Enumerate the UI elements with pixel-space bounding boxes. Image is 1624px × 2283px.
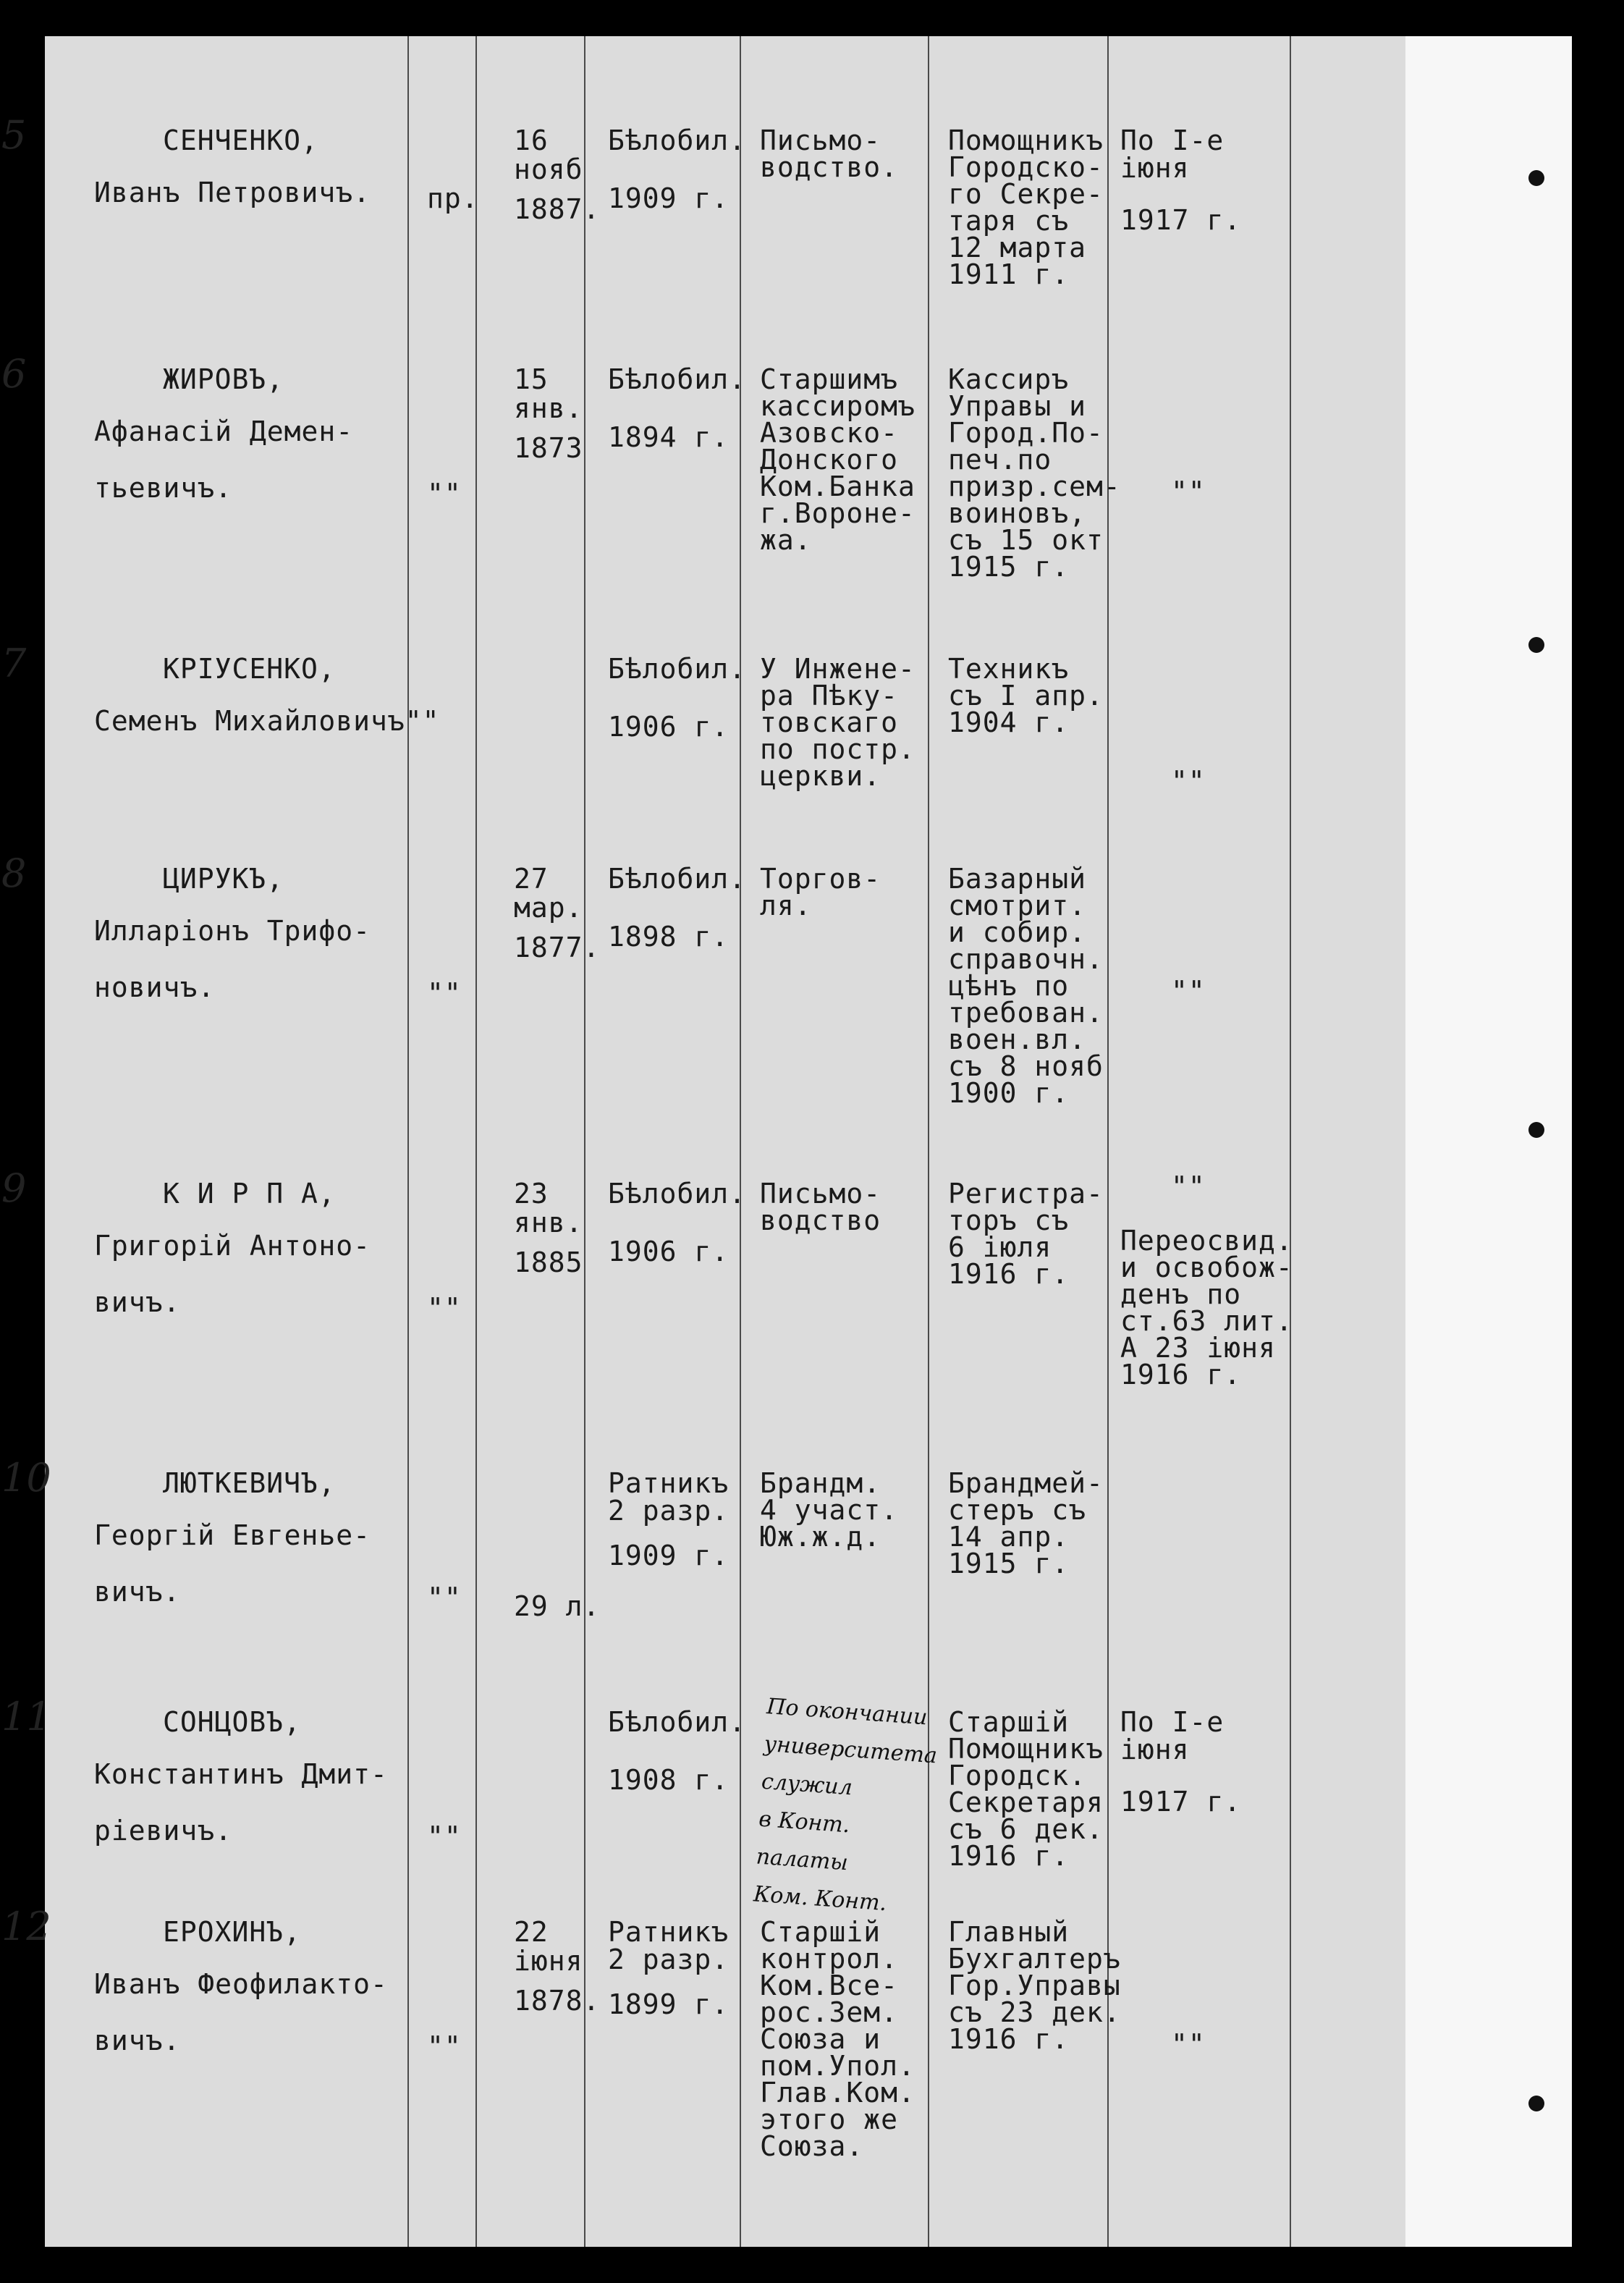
current-post: Бухгалтеръ xyxy=(948,1943,1121,1975)
column-rule xyxy=(407,36,409,2247)
note: ст.63 лит. xyxy=(1120,1305,1293,1337)
current-post: съ 6 дек. xyxy=(948,1813,1104,1845)
given-name: Иванъ Феофилакто- xyxy=(94,1968,388,2000)
note: 1916 г. xyxy=(1120,1359,1242,1391)
previous-service: Союза и xyxy=(760,2023,881,2055)
given-name: вичъ. xyxy=(94,1286,181,1318)
current-post: Базарный xyxy=(948,863,1087,895)
education: Бѣлобил. xyxy=(608,1178,747,1210)
column-rule xyxy=(928,36,929,2247)
birth-date: 27 xyxy=(514,863,549,895)
previous-service: Ком.Все- xyxy=(760,1970,899,2001)
column-rule xyxy=(475,36,477,2247)
previous-service: кассиромъ xyxy=(760,390,915,422)
current-post: Техникъ xyxy=(948,653,1070,685)
note: 1917 г. xyxy=(1120,1786,1242,1818)
punch-hole xyxy=(1528,1122,1544,1138)
column-rule xyxy=(1290,36,1291,2247)
current-post: Городско- xyxy=(948,151,1104,183)
note: "" xyxy=(1171,2028,1206,2060)
punch-hole xyxy=(1528,637,1544,653)
education: 2 разр. xyxy=(608,1944,729,1975)
surname: КРIУСЕНКО, xyxy=(163,653,336,685)
current-post: смотрит. xyxy=(948,890,1087,921)
previous-service: г.Вороне- xyxy=(760,497,915,529)
note: iюня xyxy=(1120,1734,1190,1765)
paper-margin xyxy=(1405,36,1572,2247)
education: 1908 г. xyxy=(608,1764,729,1796)
handwritten-note: По окончании университета служил в Конт. палаты Ком. Конт. xyxy=(753,1694,938,1917)
education: Бѣлобил. xyxy=(608,125,747,156)
current-post: съ I апр. xyxy=(948,680,1104,712)
note: "" xyxy=(1171,765,1206,797)
note: "" xyxy=(1171,975,1206,1007)
punch-hole xyxy=(1528,170,1544,186)
birth-date: 23 xyxy=(514,1178,549,1210)
education: 1909 г. xyxy=(608,182,729,214)
surname: СЕНЧЕНКО, xyxy=(163,125,318,156)
note: Переосвид. xyxy=(1120,1225,1293,1257)
rank: "" xyxy=(427,478,462,510)
previous-service: церкви. xyxy=(760,760,881,792)
birth-date: 1873 xyxy=(514,432,583,464)
rank: пр. xyxy=(427,182,479,214)
previous-service: 4 участ. xyxy=(760,1494,899,1526)
previous-service: Старшимъ xyxy=(760,363,899,395)
surname: ЦИРУКЪ, xyxy=(163,863,284,895)
education: Ратникъ xyxy=(608,1916,729,1948)
previous-service: водство xyxy=(760,1204,881,1236)
given-name: Георгiй Евгенье- xyxy=(94,1519,371,1551)
note: По I-е xyxy=(1120,125,1225,156)
margin-record-number: 8 xyxy=(1,851,27,896)
birth-date: 29 л. xyxy=(514,1590,601,1622)
education: Бѣлобил. xyxy=(608,653,747,685)
education: 1899 г. xyxy=(608,1988,729,2020)
previous-service: рос.Зем. xyxy=(760,1996,899,2028)
current-post: 1911 г. xyxy=(948,258,1070,290)
current-post: 14 апр. xyxy=(948,1521,1070,1553)
current-post: печ.по xyxy=(948,444,1052,476)
previous-service: Брандм. xyxy=(760,1467,881,1499)
current-post: съ 15 окт xyxy=(948,524,1104,556)
previous-service: Старшiй xyxy=(760,1916,881,1948)
current-post: съ 23 дек. xyxy=(948,1996,1121,2028)
rank: "" xyxy=(427,1820,462,1852)
birth-date: 1887. xyxy=(514,193,601,225)
current-post: съ 8 нояб xyxy=(948,1050,1104,1082)
given-name: Илларiонъ Трифо- xyxy=(94,915,371,947)
rank: "" xyxy=(427,977,462,1009)
education: Бѣлобил. xyxy=(608,863,747,895)
previous-service: Донского xyxy=(760,444,899,476)
education: Ратникъ xyxy=(608,1467,729,1499)
surname: ЖИРОВЪ, xyxy=(163,363,284,395)
previous-service: Юж.ж.д. xyxy=(760,1521,881,1553)
current-post: Старшiй xyxy=(948,1706,1070,1738)
current-post: Секретаря xyxy=(948,1786,1104,1818)
current-post: 1916 г. xyxy=(948,1840,1070,1872)
current-post: справочн. xyxy=(948,943,1104,975)
given-name: Григорiй Антоно- xyxy=(94,1230,371,1262)
birth-date: 1877. xyxy=(514,932,601,963)
given-name: Константинъ Дмит- xyxy=(94,1758,388,1790)
given-name: новичъ. xyxy=(94,971,216,1003)
margin-record-number: 11 xyxy=(1,1694,51,1739)
birth-date: iюня xyxy=(514,1945,583,1977)
column-rule xyxy=(584,36,585,2247)
previous-service: Союза. xyxy=(760,2130,864,2162)
birth-date: 1885 xyxy=(514,1246,583,1278)
current-post: торъ съ xyxy=(948,1204,1070,1236)
birth-date: янв. xyxy=(514,1207,583,1238)
birth-date: 22 xyxy=(514,1916,549,1948)
birth-date: мар. xyxy=(514,892,583,924)
column-rule xyxy=(1107,36,1109,2247)
previous-service: У Инжене- xyxy=(760,653,915,685)
current-post: Гор.Управы xyxy=(948,1970,1121,2001)
current-post: Брандмей- xyxy=(948,1467,1104,1499)
previous-service: водство. xyxy=(760,151,899,183)
punch-hole xyxy=(1528,2096,1544,2111)
current-post: Помощникъ xyxy=(948,125,1104,156)
margin-record-number: 9 xyxy=(1,1165,27,1211)
surname: ЛЮТКЕВИЧЪ, xyxy=(163,1467,336,1499)
previous-service: Торгов- xyxy=(760,863,881,895)
previous-service: жа. xyxy=(760,524,812,556)
current-post: 12 марта xyxy=(948,232,1087,263)
given-name: Семенъ Михайловичъ"" xyxy=(94,705,440,737)
previous-service: контрол. xyxy=(760,1943,899,1975)
current-post: Управы и xyxy=(948,390,1087,422)
surname: ЕРОХИНЪ, xyxy=(163,1916,302,1948)
current-post: Помощникъ xyxy=(948,1733,1104,1765)
surname: СОНЦОВЪ, xyxy=(163,1706,302,1738)
previous-service: Глав.Ком. xyxy=(760,2077,915,2109)
previous-service: ра Пѣку- xyxy=(760,680,899,712)
given-name: Иванъ Петровичъ. xyxy=(94,177,371,208)
current-post: 1916 г. xyxy=(948,1258,1070,1290)
current-post: призр.сем- xyxy=(948,470,1121,502)
rank: "" xyxy=(427,2030,462,2062)
current-post: 6 iюля xyxy=(948,1231,1052,1263)
current-post: воиновъ, xyxy=(948,497,1087,529)
education: Бѣлобил. xyxy=(608,1706,747,1738)
education: 2 разр. xyxy=(608,1495,729,1527)
current-post: Кассиръ xyxy=(948,363,1070,395)
birth-date: 16 xyxy=(514,125,549,156)
rank: "" xyxy=(427,1292,462,1324)
note: денъ по xyxy=(1120,1278,1242,1310)
current-post: Главный xyxy=(948,1916,1070,1948)
previous-service: этого же xyxy=(760,2103,899,2135)
current-post: требован. xyxy=(948,997,1104,1029)
current-post: Городск. xyxy=(948,1760,1087,1792)
margin-record-number: 5 xyxy=(1,112,27,158)
education: Бѣлобил. xyxy=(608,363,747,395)
current-post: 1900 г. xyxy=(948,1077,1070,1109)
education: 1906 г. xyxy=(608,711,729,743)
current-post: воен.вл. xyxy=(948,1024,1087,1055)
current-post: 1915 г. xyxy=(948,551,1070,583)
current-post: цѣнъ по xyxy=(948,970,1070,1002)
note: и освобож- xyxy=(1120,1252,1293,1283)
given-name: Афанасiй Демен- xyxy=(94,415,354,447)
margin-record-number: 12 xyxy=(1,1904,51,1949)
note: "" xyxy=(1171,1170,1206,1202)
margin-record-number: 10 xyxy=(1,1455,51,1501)
note: 1917 г. xyxy=(1120,204,1242,236)
current-post: Город.По- xyxy=(948,417,1104,449)
birth-date: нояб xyxy=(514,153,583,185)
current-post: 1916 г. xyxy=(948,2023,1070,2055)
given-name: вичъ. xyxy=(94,2025,181,2056)
note: По I-е xyxy=(1120,1706,1225,1738)
margin-record-number: 6 xyxy=(1,351,27,397)
current-post: таря съ xyxy=(948,205,1070,237)
birth-date: 15 xyxy=(514,363,549,395)
education: 1906 г. xyxy=(608,1236,729,1267)
current-post: стеръ съ xyxy=(948,1494,1087,1526)
birth-date: янв. xyxy=(514,392,583,424)
given-name: рiевичъ. xyxy=(94,1815,233,1847)
current-post: и собир. xyxy=(948,916,1087,948)
current-post: 1915 г. xyxy=(948,1548,1070,1579)
given-name: тьевичъ. xyxy=(94,472,233,504)
given-name: вичъ. xyxy=(94,1576,181,1608)
note: А 23 iюня xyxy=(1120,1332,1276,1364)
note: "" xyxy=(1171,476,1206,507)
birth-date: 1878. xyxy=(514,1985,601,2017)
previous-service: товскаго xyxy=(760,706,899,738)
surname: К И Р П А, xyxy=(163,1178,336,1210)
education: 1898 г. xyxy=(608,921,729,953)
previous-service: пом.Упол. xyxy=(760,2050,915,2082)
education: 1894 г. xyxy=(608,421,729,453)
education: 1909 г. xyxy=(608,1540,729,1571)
previous-service: по постр. xyxy=(760,733,915,765)
previous-service: ля. xyxy=(760,890,812,921)
rank: "" xyxy=(427,1582,462,1613)
previous-service: Письмо- xyxy=(760,1178,881,1210)
note: iюня xyxy=(1120,152,1190,184)
current-post: го Секре- xyxy=(948,178,1104,210)
previous-service: Письмо- xyxy=(760,125,881,156)
previous-service: Азовско- xyxy=(760,417,899,449)
current-post: Регистра- xyxy=(948,1178,1104,1210)
previous-service: Ком.Банка xyxy=(760,470,915,502)
current-post: 1904 г. xyxy=(948,706,1070,738)
margin-record-number: 7 xyxy=(1,641,27,686)
